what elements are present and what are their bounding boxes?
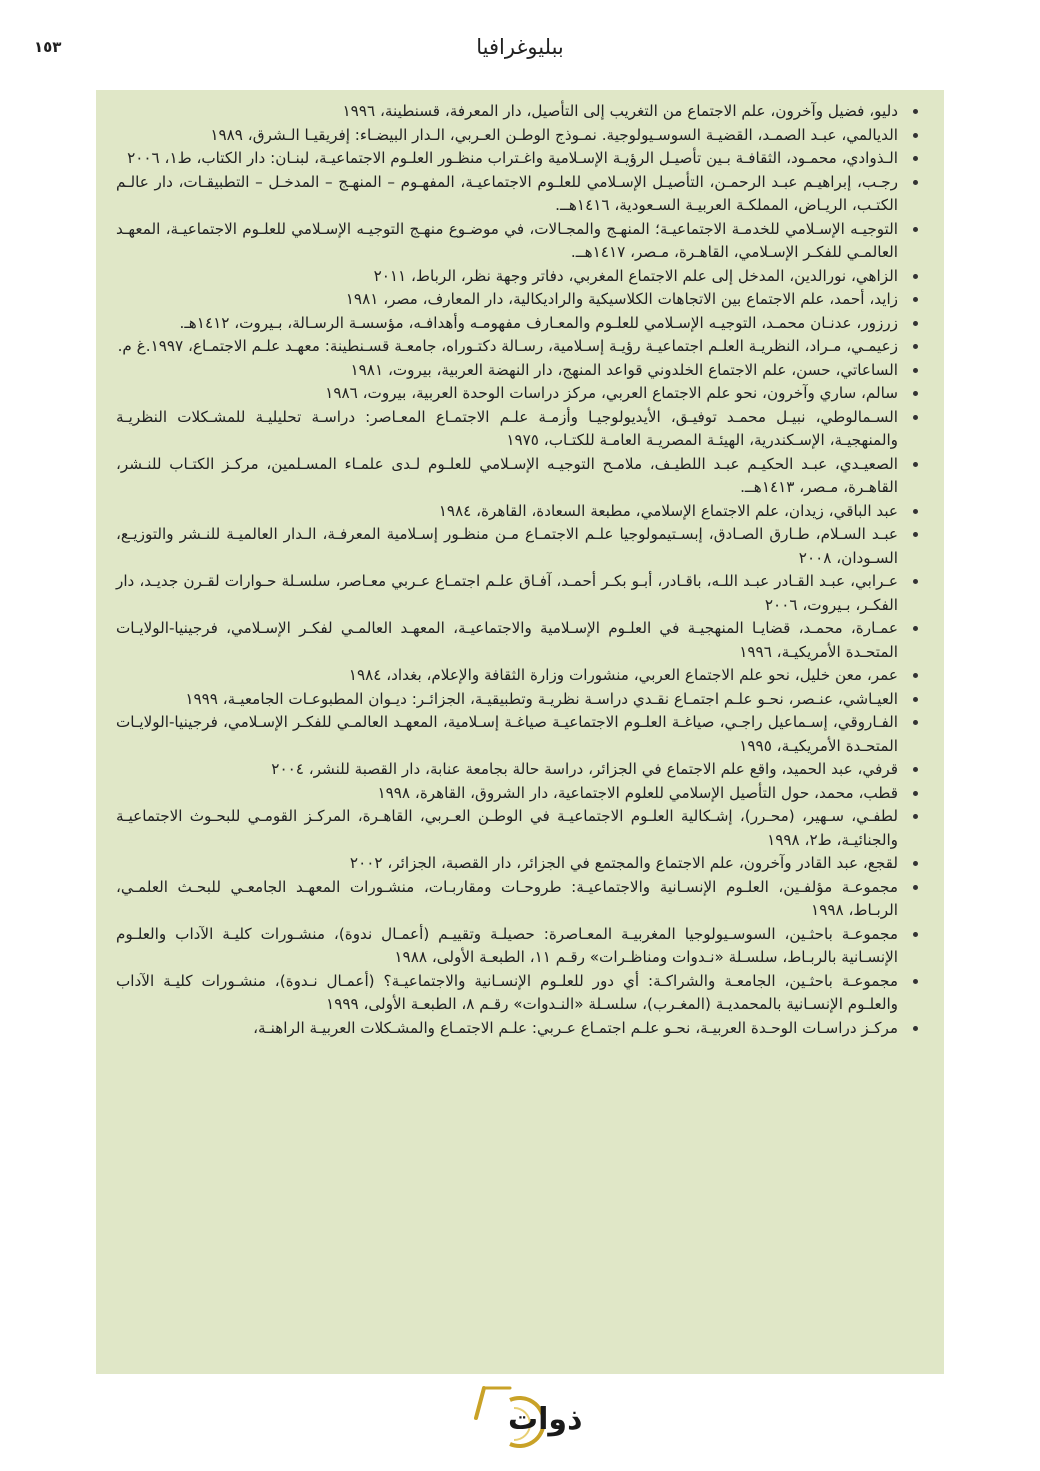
bibliography-entry-text: العيـاشي، عنـصر، نحـو علـم اجتمـاع نقـدي دراسـة نظريـة وتطبيقيـة، الجزائـر: ديـوان المطبوعـات الجامعيـة، ١٩٩٩ (185, 689, 898, 708)
bullet-icon (913, 979, 918, 984)
bibliography-entry (116, 312, 924, 336)
bibliography-entry-text: مجموعـة باحثـين، الجامعـة والشراكـة: أي دور للعلـوم الإنسـانية والاجتماعيـة؟ (أعمـال نـدوة)، منشـورات كليـة الآداب والعلـوم الإنسـانية بالمحمديـة (المغـرب)، سلسـلة «النـدوات» رقـم ٨، الطبعـة الأولى، ١٩٩٩ (116, 971, 898, 1013)
bullet-icon (913, 133, 918, 138)
bullet-icon (913, 227, 918, 232)
page-number: ١٥٣ (34, 38, 62, 56)
bibliography-entry-text: الساعاتي، حسن، علم الاجتماع الخلدوني قواعد المنهج، دار النهضة العربية، بيروت، ١٩٨١ (350, 360, 898, 379)
bibliography-entry (116, 100, 924, 124)
bullet-icon (913, 344, 918, 349)
bibliography-entry (116, 406, 924, 453)
bibliography-entry (116, 265, 924, 289)
bullet-icon (913, 109, 918, 114)
bibliography-entry-text: عبـد السـلام، طـارق الصـادق، إبسـتيمولوجيا علـم الاجتمـاع مـن منظـور إسـلامية المعرفـة، الـدار العالميـة للنـشر والتوزيـع، السـودان، ٢٠٠٨ (116, 525, 898, 567)
bibliography-entry-text: السـمالوطي، نبيـل محمـد توفيـق، الأيديولوجيـا وأزمـة علـم الاجتمـاع المعـاصر: دراسـة تحليليـة للمشـكلات النظريـة والمنهجيـة، الإسـكندرية، الهيئـة المصريـة العامـة للكتـاب، ١٩٧٥ (116, 407, 898, 449)
bibliography-entry (116, 852, 924, 876)
bibliography-entry-text: دليو، فضيل وآخرون، علم الاجتماع من التغريب إلى التأصيل، دار المعرفة، قسنطينة، ١٩٩٦ (342, 102, 898, 120)
bibliography-entry (116, 218, 924, 265)
bibliography-entry (116, 124, 924, 148)
bibliography-box (96, 90, 944, 1374)
bibliography-entry (116, 288, 924, 312)
bibliography-entry (116, 923, 924, 970)
bibliography-entry-text: مجموعـة باحثـين، السوسـيولوجيا المغربيـة المعـاصرة: حصيلـة وتقييـم (أعمـال ندوة)، منشـورات كليـة الآداب والعلـوم الإنسـانية بالربـاط، سلسـلة «نـدوات ومناظـرات» رقـم ١١، الطبعـة الأولى، ١٩٨٨ (116, 924, 898, 966)
bibliography-entry-text: الصعيـدي، عبـد الحكيـم عبـد اللطيـف، ملامـح التوجيـه الإسـلامي للعلـوم لـدى علمـاء المسـلمين، مركـز الكتـاب للنـشر، القاهـرة، مـصر، ١٤١٣هــ. (116, 454, 898, 496)
bullet-icon (913, 368, 918, 373)
bibliography-entry-text: الزاهي، نورالدين، المدخل إلى علم الاجتماع المغربي، دفاتر وجهة نظر، الرباط، ٢٠١١ (373, 266, 898, 285)
bullet-icon (913, 720, 918, 725)
bibliography-entry (116, 500, 924, 524)
bibliography-entry (116, 782, 924, 806)
bullet-icon (913, 767, 918, 772)
bullet-icon (913, 791, 918, 796)
bibliography-entry-text: مركـز دراسـات الوحـدة العربيـة، نحـو علـم اجتمـاع عـربي: علـم الاجتمـاع والمشـكلات العربيـة الراهنـة، (253, 1018, 898, 1037)
bibliography-entry-text: زايد، أحمد، علم الاجتماع بين الاتجاهات الكلاسيكية والراديكالية، دار المعارف، مصر، ١٩٨١ (345, 290, 898, 308)
bibliography-entry (116, 382, 924, 406)
bullet-icon (913, 626, 918, 631)
bibliography-entry (116, 664, 924, 688)
bibliography-entry-text: قرفي، عبد الحميد، واقع علم الاجتماع في الجزائر، دراسة حالة بجامعة عنابة، دار القصبة للنشر، ٢٠٠٤ (271, 760, 898, 778)
bibliography-entry (116, 617, 924, 664)
bibliography-entry-text: عمـارة، محمـد، قضايـا المنهجيـة في العلـوم الإسـلامية والاجتماعيـة، المعهـد العالمـي لفكـر الإسـلامي، فرجينيا-الولايـات المتحـدة الأمريكيـة، ١٩٩٦ (116, 619, 898, 661)
bibliography-entry (116, 570, 924, 617)
page-header (0, 30, 1040, 64)
bibliography-entry-text: زعيمـي، مـراد، النظريـة العلـم اجتماعيـة رؤيـة إسـلامية، رسـالة دكتـوراه، جامعـة قسـنطينة: معهـد علـم الاجتمـاع، ١٩٩٧.غ م. (117, 337, 898, 355)
bullet-icon (913, 885, 918, 890)
bibliography-entry (116, 453, 924, 500)
bullet-icon (913, 274, 918, 279)
bibliography-entry-text: الفـاروقي، إسـماعيل راجـي، صياغـة العلـوم الاجتماعيـة صياغـة إسـلامية، المعهـد العالمـي للفكـر الإسـلامي، فرجينيا-الولايـات المتحـدة الأمريكيـة، ١٩٩٥ (116, 713, 898, 755)
bullet-icon (913, 579, 918, 584)
bibliography-entry (116, 523, 924, 570)
logo-text: ذوات (508, 1402, 583, 1437)
bibliography-entry-text: مجموعـة مؤلفـين، العلـوم الإنسـانية والاجتماعيـة: طروحـات ومقاربـات، منشـورات المعهـد الجامعـي للبحـث العلمـي، الربـاط، ١٩٩٨ (116, 877, 898, 919)
bibliography-entry (116, 1017, 924, 1041)
bibliography-entry-text: رجـب، إبراهيـم عبـد الرحمـن، التأصيـل الإسـلامي للعلـوم الاجتماعيـة، المفهـوم – المنهـج – المدخـل – التطبيقـات، دار عالـم الكتـب، الريـاض، المملكـة العربيـة السـعودية، ١٤١٦هــ. (116, 172, 898, 214)
bibliography-entry (116, 359, 924, 383)
bibliography-entry (116, 711, 924, 758)
bullet-icon (913, 509, 918, 514)
bibliography-entry (116, 970, 924, 1017)
bibliography-entry-text: سالم، ساري وآخرون، نحو علم الاجتماع العربي، مركز دراسات الوحدة العربية، بيروت، ١٩٨٦ (325, 384, 898, 402)
page-title: ببليوغرافيا (476, 35, 564, 59)
bullet-icon (913, 156, 918, 161)
bullet-icon (913, 1026, 918, 1031)
bibliography-entry-text: عـرابي، عبـد القـادر عبـد اللـه، باقـادر، أبـو بكـر أحمـد، آفـاق علـم اجتمـاع عـربي معـاصر، سلسـلة حـوارات لقـرن جديـد، دار الفكـر، بـيروت، ٢٠٠٦ (116, 572, 898, 614)
bibliography-entry (116, 805, 924, 852)
bullet-icon (913, 321, 918, 326)
bibliography-entry (116, 147, 924, 171)
bibliography-entry-text: عمر، معن خليل، نحو علم الاجتماع العربي، منشورات وزارة الثقافة والإعلام، بغداد، ١٩٨٤ (348, 666, 898, 684)
bullet-icon (913, 932, 918, 937)
bibliography-entry (116, 876, 924, 923)
bibliography-entry-text: الـذوادي، محمـود، الثقافـة بـين تأصيـل الرؤيـة الإسـلامية واغـتراب منظـور العلـوم الاجتماعيـة، لبنـان: دار الكتاب، ط١، ٢٠٠٦ (127, 149, 898, 167)
bullet-icon (913, 391, 918, 396)
bullet-icon (913, 814, 918, 819)
bibliography-entry (116, 335, 924, 359)
bibliography-entry (116, 688, 924, 712)
bibliography-entry-text: قطب، محمد، حول التأصيل الإسلامي للعلوم الاجتماعية، دار الشروق، القاهرة، ١٩٩٨ (377, 783, 898, 802)
publisher-logo (470, 1382, 610, 1452)
bullet-icon (913, 673, 918, 678)
bibliography-entry-text: التوجيـه الإسـلامي للخدمـة الاجتماعيـة؛ المنهـج والمجـالات، في موضـوع منهـج التوجيـه الإسـلامي للعلـوم الاجتماعيـة، المعهـد العالمـي للفكـر الإسـلامي، القاهـرة، مـصر، ١٤١٧هــ. (116, 219, 898, 261)
bullet-icon (913, 532, 918, 537)
bibliography-entry-text: لطفـي، سـهير، (محـرر)، إشـكالية العلـوم الاجتماعيـة في الوطـن العـربي، القاهـرة، المركـز القومـي للبحـوث الاجتماعيـة والجنائيـة، ط٢، ١٩٩٨ (116, 807, 898, 849)
bullet-icon (913, 697, 918, 702)
bullet-icon (913, 462, 918, 467)
bullet-icon (913, 297, 918, 302)
bibliography-entry (116, 171, 924, 218)
bullet-icon (913, 180, 918, 185)
bibliography-entry (116, 758, 924, 782)
bullet-icon (913, 415, 918, 420)
bibliography-entry-text: الديالمي، عبـد الصمـد، القضيـة السوسـيولوجية. نمـوذج الوطـن العـربي، الـدار البيضـاء: إفريقيـا الـشرق، ١٩٨٩ (210, 125, 898, 144)
bullet-icon (913, 861, 918, 866)
bibliography-entry-text: لقجع، عبد القادر وآخرون، علم الاجتماع والمجتمع في الجزائر، دار القصبة، الجزائر، ٢٠٠٢ (349, 854, 898, 872)
bibliography-list (116, 100, 924, 1040)
bibliography-entry-text: عبد الباقي، زيدان، علم الاجتماع الإسلامي، مطبعة السعادة، القاهرة، ١٩٨٤ (438, 501, 898, 520)
bibliography-entry-text: زرزور، عدنـان محمـد، التوجيـه الإسـلامي للعلـوم والمعـارف مفهومـه وأهدافـه، مؤسسـة الرسـالة، بـيروت، ١٤١٢هـ. (179, 313, 898, 332)
